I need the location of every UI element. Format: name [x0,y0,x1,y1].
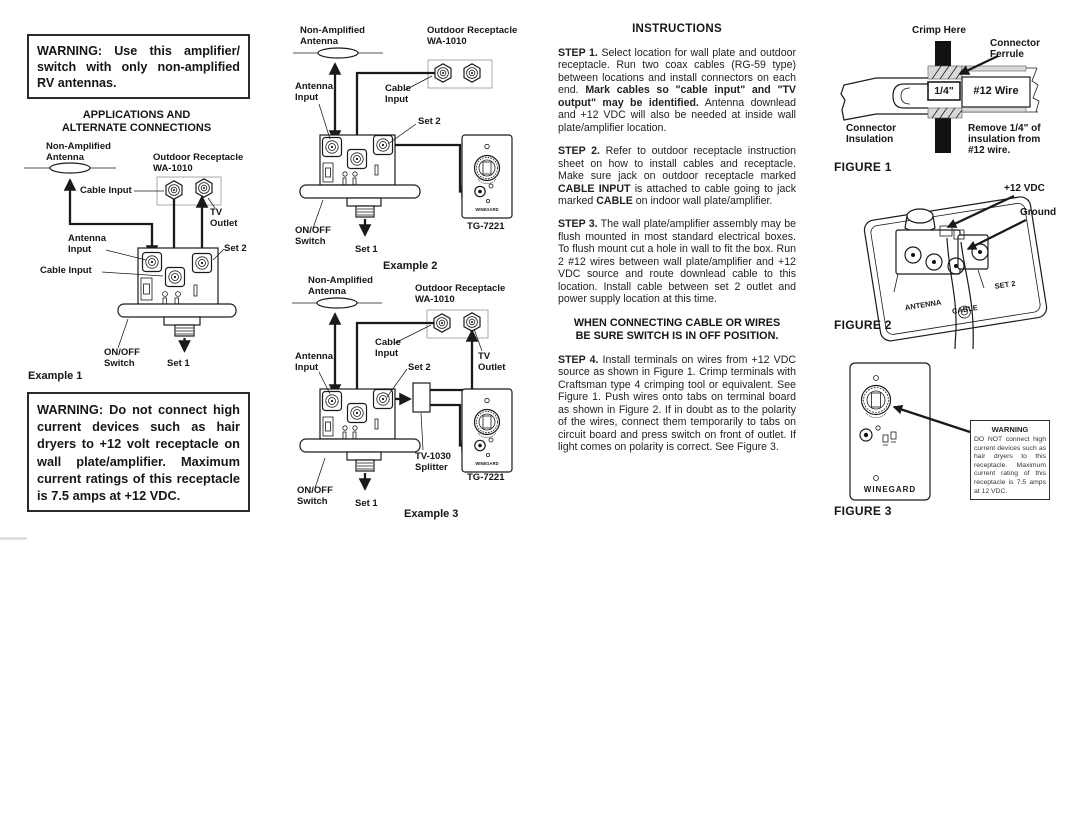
label-outdoor-receptacle: Outdoor Receptacle WA-1010 [153,152,244,174]
vdc-arrow [948,196,1014,227]
example-2-caption: Example 2 [383,260,438,272]
tg7221-plate-art [462,135,512,218]
label-set-2: Set 2 [408,362,431,373]
label-onoff-switch: ON/OFF Switch [297,485,333,507]
label-onoff-switch: ON/OFF Switch [295,225,331,247]
splitter-box [413,383,430,412]
warning-line: wall plate/amplifier. Maximum [37,453,240,469]
warning-line: switch with only non-amplified [37,60,240,74]
antenna-symbol [317,298,357,308]
winegard-text: WINEGARD [475,461,499,466]
label-cable-input: Cable Input [80,185,132,196]
warning-line: RV antennas. [37,76,117,90]
coax-connector-cable-input [434,314,450,332]
crimp-band-bottom [935,118,951,153]
figure-1-caption: FIGURE 1 [834,160,892,174]
label-antenna-input: Antenna Input [295,81,333,103]
leader [118,319,128,348]
leader [421,413,423,450]
label-ground: Ground [1020,207,1057,218]
winegard-text: WINEGARD [863,485,917,494]
warning-line: current devices such as hair [37,419,240,435]
amplifier-assembly-art [894,209,988,292]
label-crimp-here: Crimp Here [912,25,966,36]
label-tv-outlet: TV Outlet [478,351,506,373]
warning-line: WARNING: Do not connect high [37,402,240,417]
antenna-symbol [50,163,90,173]
example-1-art [18,138,263,388]
wire-break [1032,68,1039,112]
label-antenna-input: Antenna Input [68,233,106,255]
applications-title: APPLICATIONS AND ALTERNATE CONNECTIONS [61,109,212,134]
label-set-2: Set 2 [418,116,441,127]
label-outdoor-receptacle: Outdoor Receptacle WA-1010 [415,283,506,305]
warning-box-current [27,392,250,512]
step-4: STEP 4. Install terminals on wires from +12 VDC source as shown in Figure 1. Crimp terminals with Craftsman type 4 crimping tool or equivalent. See Figure 1. Push wires onto tabs on terminal board as shown in Figure 2. If in doubt as to the polarity of the wires, connect them temporarily to tabs on circuit board and press switch on front of outlet. If light comes on polarity is correct. See Figure 3. [558,354,796,454]
label-non-amplified-antenna: Non-Amplified Antenna [46,141,111,163]
label-onoff-switch: ON/OFF Switch [104,347,140,369]
label-remove-insulation: Remove 1/4" of insulation from #12 wire. [968,123,1041,156]
example-2-diagram [283,20,533,272]
warning-card-title: WARNING [991,425,1029,434]
quarter-inch-text: 1/4" [934,85,954,97]
warning-line: is 7.5 amps at +12 VDC. [37,488,181,504]
label-non-amplified-antenna: Non-Amplified Antenna [308,275,373,297]
winegard-text: WINEGARD [475,207,499,212]
leader [315,458,325,488]
warning-line: WARNING: Use this amplifier/ [37,44,240,58]
label-set-2: Set 2 [224,243,247,254]
front-plate-art [850,363,930,500]
instructions-heading: INSTRUCTIONS [632,23,722,35]
label-set-1: Set 1 [355,498,378,509]
example-3-diagram [283,272,533,530]
label-splitter: TV-1030 Splitter [415,451,451,473]
warning-box-amplifier [27,34,250,99]
wall-plate-art [300,389,420,471]
label-tg7221: TG-7221 [467,472,505,483]
figure-1-art [828,22,1080,182]
label-cable-input: Cable Input [375,337,401,359]
label-tv-outlet: TV Outlet [210,207,238,229]
figure-3-caption: FIGURE 3 [834,504,892,518]
coax-connector-tv-outlet [464,313,480,331]
example-1-caption: Example 1 [28,370,83,382]
figure-2 [828,180,1080,350]
step-1: STEP 1. Select location for wall plate and outdoor receptacle. Run two coax cables (RG-59 type) between locations and install connectors on each end. Mark cables so "cable input" and "TV output" may be identified. Antenna downlead and +12 VDC will also be needed at inside wall plate/amplifier location. [558,47,797,134]
figure-1 [828,22,1080,182]
warning-card-body: DO NOT connect high current devices such as hair dryers to this receptacle. Maximum current rating of this receptacle is 7.5 amps at 12 VDC. [974,436,1046,495]
label-set-1: Set 1 [167,358,190,369]
splitter-to-tv-outlet-wire [430,331,472,390]
label-non-amplified-antenna: Non-Amplified Antenna [300,25,365,47]
example-1-diagram [18,138,263,388]
warning-line: dryers to +12 volt receptacle on [37,436,240,452]
example-3-caption: Example 3 [404,508,459,520]
coax-connector-tv-outlet [464,64,480,82]
plate-text-cable: CABLE [951,302,979,316]
leader [387,369,407,397]
warning-line: current ratings of this receptacle [37,470,240,486]
label-antenna-input: Antenna Input [295,351,333,373]
plate-text-set2: SET 2 [994,278,1017,291]
plate-text-antenna: ANTENNA [904,297,942,313]
instructions-column [558,23,796,465]
label-cable-input: Cable Input [385,83,411,105]
leader [388,124,416,144]
label-connector-insulation: Connector Insulation [846,123,896,145]
antenna-symbol [318,48,358,58]
connector-lug-art [841,78,928,120]
tg7221-plate-art [462,389,512,472]
label-tg7221: TG-7221 [467,221,505,232]
wall-plate-art [300,135,420,217]
step-3: STEP 3. The wall plate/amplifier assembly may be flush mounted in most standard electrical boxes. To flush mount cut a hole in wall to fit the box. Run 2 #12 wires between wall plate/amplifier and +12 VDC source and route downlead cable to this location. Install cable between set 2 outlet and power supply location at this time. [558,218,796,306]
label-cable-input-2: Cable Input [40,265,92,276]
label-set-1: Set 1 [355,244,378,255]
coax-connector-tv-outlet [196,179,212,197]
switch-off-callout: WHEN CONNECTING CABLE OR WIRES BE SURE SWITCH IS IN OFF POSITION. [573,316,781,342]
leader [313,200,323,228]
wire-text: #12 Wire [973,85,1019,97]
step-2: STEP 2. Refer to outdoor receptacle instruction sheet on how to install cables and receptacle. Make sure jack on outdoor receptacle marked CABLE INPUT is attached to cable going to jack marked CABLE on indoor wall plate/amplifier. [558,145,797,207]
label-connector-ferrule: Connector Ferrule [990,38,1040,60]
label-outdoor-receptacle: Outdoor Receptacle WA-1010 [427,25,518,47]
leader [474,329,482,351]
figure-3 [828,356,1080,526]
page-fold-mark [0,537,27,540]
leader [319,104,330,139]
wall-plate-art [118,248,236,336]
figure-3-warning-card [970,420,1050,500]
label-12vdc: +12 VDC [1004,183,1045,194]
coax-connector-cable-input [166,181,182,199]
coax-connector-cable-input [435,64,451,82]
figure-2-caption: FIGURE 2 [834,318,892,332]
